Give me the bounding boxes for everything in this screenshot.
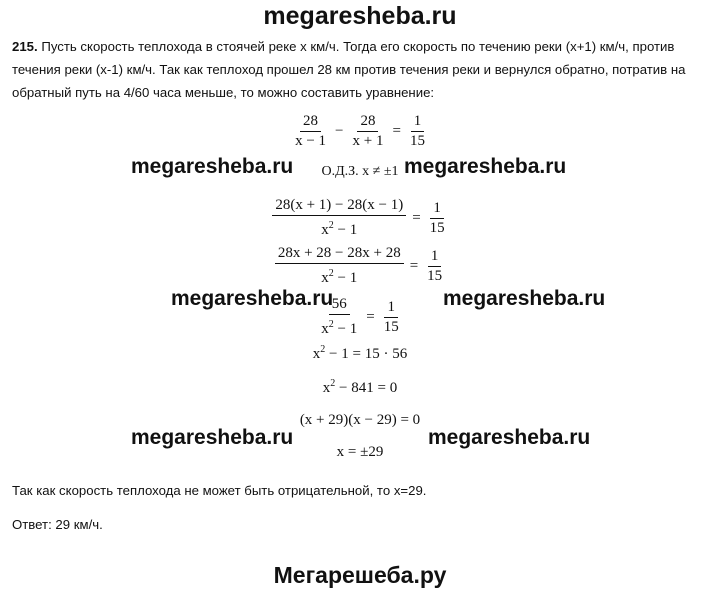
- watermark: megaresheba.ru: [443, 287, 606, 310]
- problem-number: 215.: [12, 39, 38, 54]
- equation-7: (x + 29)(x − 29) = 0: [299, 412, 421, 428]
- frac-num: 1: [411, 113, 425, 132]
- frac-den: $x^2 - 1$: [321, 220, 358, 238]
- frac-num: 1: [384, 299, 398, 318]
- frac-num: 1: [430, 200, 444, 219]
- frac-num: 56: [329, 296, 350, 315]
- watermark: megaresheba.ru: [428, 426, 591, 449]
- problem-text: Пусть скорость теплохода в стоячей реке х км/ч. Тогда его скорость по течению реки (х+1) км/ч, против течения реки (х-1) км/ч. Так как теплоход прошел 28 км против течения реки и вернулся обратно, потратив на обратный путь на 4/60 часа меньше, то можно составить уравнение:: [12, 39, 686, 100]
- odz-condition: О.Д.З. x ≠ ±1: [321, 164, 399, 179]
- frac-num: 28(x + 1) − 28(x − 1): [272, 197, 406, 216]
- frac-den: $x^2 - 1$: [321, 319, 358, 337]
- frac-num: 28: [300, 113, 321, 132]
- operator: =: [409, 257, 419, 274]
- watermark: megaresheba.ru: [131, 155, 294, 178]
- equation-2: [0, 197, 720, 239]
- operator: =: [412, 209, 421, 226]
- equation-6: $x^2 - 841 = 0$: [322, 378, 398, 396]
- frac-den: $x^2 - 1$: [321, 268, 358, 286]
- frac-num: 1: [428, 248, 442, 267]
- watermark: megaresheba.ru: [131, 426, 294, 449]
- operator: =: [366, 308, 375, 325]
- frac-den: 15: [409, 133, 425, 149]
- site-footer-brand: Мегарешеба.ру: [273, 562, 447, 588]
- operator: =: [392, 123, 401, 139]
- frac-num: 28: [357, 113, 378, 132]
- site-header: megaresheba.ru: [263, 2, 457, 30]
- operator: −: [335, 123, 344, 139]
- problem-statement: [12, 35, 712, 104]
- watermark: megaresheba.ru: [404, 155, 567, 178]
- frac-den: 15: [427, 267, 443, 284]
- equation-5: $x^2 - 1 = 15 \cdot 56$: [312, 344, 408, 362]
- frac-den: x − 1: [295, 133, 327, 149]
- watermark: megaresheba.ru: [171, 287, 334, 310]
- frac-den: x + 1: [352, 133, 384, 149]
- frac-den: 15: [383, 318, 399, 335]
- equation-4: [0, 296, 720, 338]
- frac-den: 15: [429, 219, 445, 236]
- frac-num: 28x + 28 − 28x + 28: [275, 245, 404, 264]
- answer-text: Ответ: 29 км/ч.: [12, 517, 103, 532]
- conclusion-text: Так как скорость теплохода не может быть отрицательной, то х=29.: [12, 483, 427, 498]
- equation-8: x = ±29: [336, 444, 384, 460]
- equation-3: [0, 245, 720, 287]
- equation-1: [0, 113, 720, 150]
